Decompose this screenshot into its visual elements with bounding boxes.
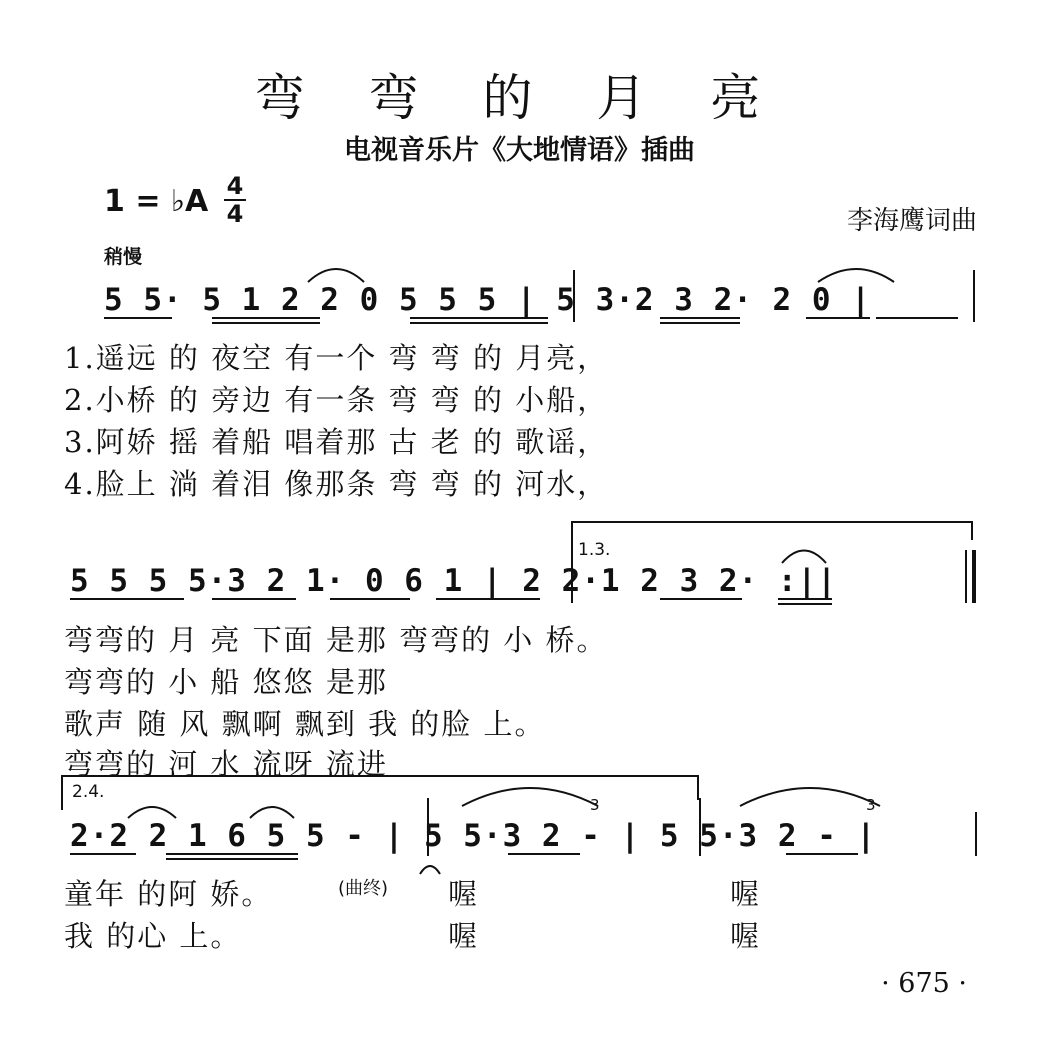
- lyric-line-3-1: 童年 的阿 娇。: [64, 877, 273, 911]
- page-number: · 675 ·: [881, 968, 967, 999]
- volta-2-bracket: [62, 776, 698, 810]
- lyric-line-2-1: 弯弯的 月 亮 下面 是那 弯弯的 小 桥。: [64, 623, 608, 657]
- notation-row-2: 5 5 5 5·3 2 1· 0 6 1 | 2 2·1 2 3 2· :||: [70, 563, 837, 599]
- fermata-mark: [420, 866, 440, 874]
- slur-row3-c: [462, 788, 598, 806]
- oh-lyric-2: 喔: [448, 919, 480, 953]
- key-signature: 1 = ♭A: [104, 184, 209, 219]
- oh-lyric-1: 喔: [448, 877, 480, 911]
- lyric-line-1-2: 2.小桥 的 旁边 有一条 弯 弯 的 小船，: [64, 383, 609, 417]
- tempo-marking: 稍慢: [104, 246, 143, 268]
- second-ending-label: 2.4.: [72, 782, 105, 802]
- time-sig-top: 4: [226, 172, 244, 200]
- lyric-line-1-3: 3.阿娇 摇 着船 唱着那 古 老 的 歌谣，: [64, 425, 609, 459]
- slur-row3-d: [740, 788, 880, 806]
- slur-row2: [782, 551, 826, 564]
- volta-1-bracket: [572, 522, 972, 603]
- lyric-line-2-4: 弯弯的 河 水 流呀 流进: [64, 747, 388, 781]
- grace-note-1: 3: [590, 796, 600, 814]
- time-sig-bottom: 4: [226, 200, 244, 228]
- oh-lyric-3: 喔: [730, 877, 762, 911]
- slur-row1-b: [818, 269, 894, 282]
- lyric-line-2-2: 弯弯的 小 船 悠悠 是那: [64, 665, 388, 699]
- slur-row3-b: [250, 807, 294, 818]
- lyric-line-1-1: 1.遥远 的 夜空 有一个 弯 弯 的 月亮，: [64, 341, 609, 375]
- first-ending-label: 1.3.: [578, 540, 611, 560]
- lyric-line-3-2: 我 的心 上。: [64, 919, 242, 953]
- lyric-line-2-3: 歌声 随 风 飘啊 飘到 我 的脸 上。: [64, 707, 546, 741]
- slur-row1-a: [308, 269, 364, 282]
- oh-lyric-4: 喔: [730, 919, 762, 953]
- slur-row3-a: [128, 807, 176, 818]
- grace-note-2: 3: [866, 796, 876, 814]
- composer-credit: 李海鹰词曲: [846, 206, 977, 236]
- song-subtitle: 电视音乐片《大地情语》插曲: [344, 135, 695, 166]
- fine-marking: (曲终): [338, 878, 389, 899]
- song-title: 弯 弯 的 月 亮: [254, 69, 785, 127]
- lyric-line-1-4: 4.脸上 淌 着泪 像那条 弯 弯 的 河水，: [64, 467, 609, 501]
- notation-row-3: 2·2 2 1 6 5 5 - | 5 5·3 2 - | 5 5·3 2 - |: [70, 818, 877, 854]
- notation-row-1: 5 5· 5 1 2 2 0 5 5 5 | 5 3·2 3 2· 2 0 |: [104, 282, 871, 318]
